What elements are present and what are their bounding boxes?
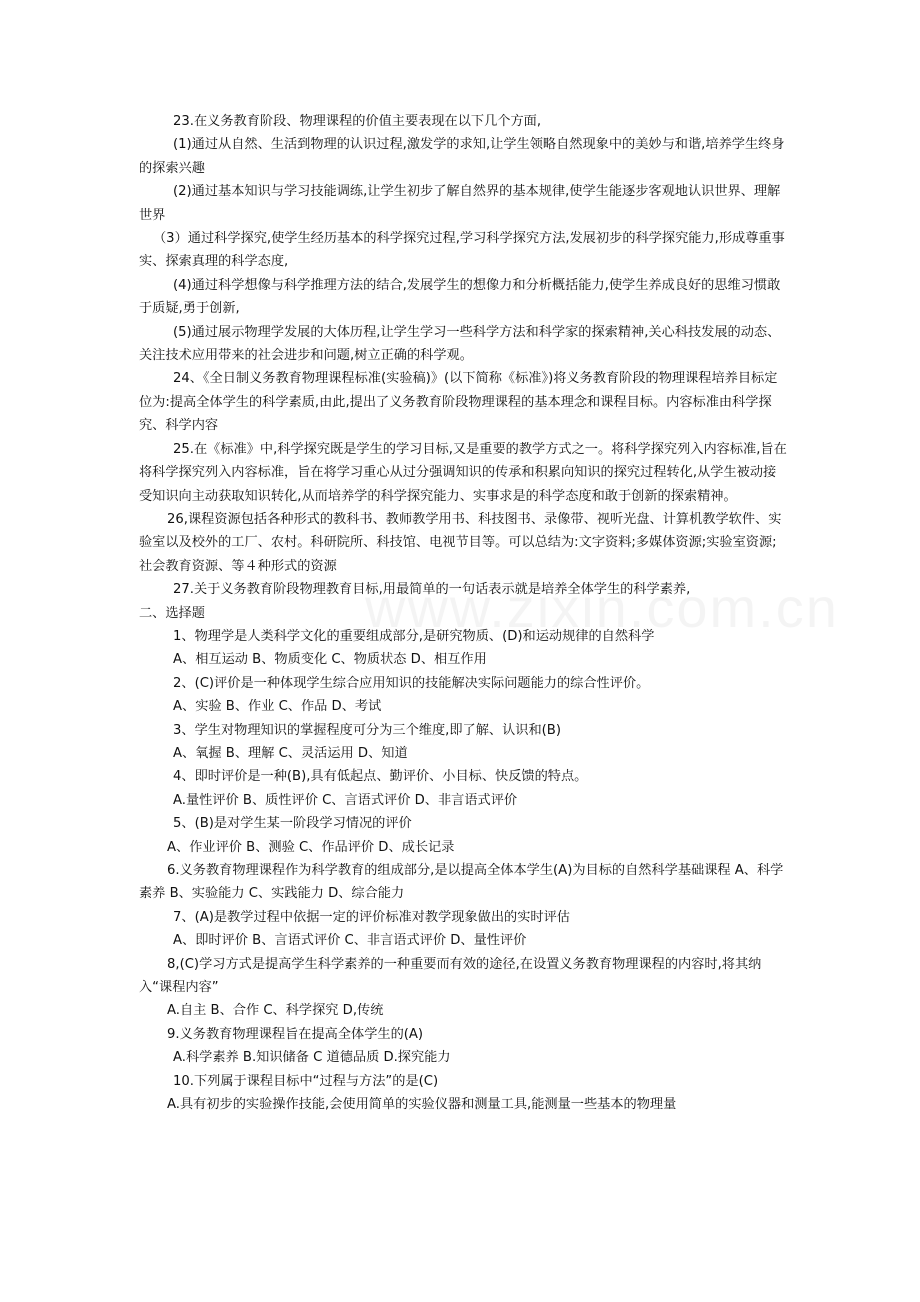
section-heading-choice: 二、选择题 <box>139 605 205 621</box>
paragraph-27: 27.关于义务教育阶段物理教育目标,用最简单的一句话表示就是培养全体学生的科学素养, <box>173 582 691 598</box>
question-1-options: A、相互运动 B、物质变化 C、物质状态 D、相互作用 <box>173 652 487 668</box>
question-4: 4、即时评价是一种(B),具有低起点、勤评价、小目标、快反馈的特点。 <box>173 769 588 785</box>
question-1: 1、物理学是人类科学文化的重要组成部分,是研究物质、(D)和运动规律的自然科学 <box>173 628 655 644</box>
document-body <box>139 110 789 1116</box>
paragraph-23-item-2: (2)通过基本知识与学习技能调练,让学生初步了解自然界的基本规律,使学生能逐步客观地认识世界、理解世界 <box>139 184 781 223</box>
question-8-options: A.自主 B、合作 C、科学探究 D,传统 <box>167 1003 384 1019</box>
paragraph-23-intro: 23.在义务教育阶段、物理课程的价值主要表现在以下几个方面, <box>173 114 542 129</box>
question-5-options: A、作业评价 B、测验 C、作品评价 D、成长记录 <box>167 839 455 855</box>
question-7: 7、(A)是教学过程中依据一定的评价标准对教学现象做出的实时评估 <box>173 909 570 925</box>
paragraph-23-item-3: （3）通过科学探究,使学生经历基本的科学探究过程,学习科学探究方法,发展初步的科学探究能力,形成尊重事实、探索真理的科学态度, <box>139 231 785 270</box>
question-2-options: A、实验 B、作业 C、作品 D、考试 <box>173 699 382 715</box>
question-6: 6.义务教育物理课程作为科学教育的组成部分,是以提高全体本学生(A)为目标的自然科学基础课程 A、科学素养 B、实验能力 C、实践能力 D、综合能力 <box>139 863 784 902</box>
question-4-options: A.量性评价 B、质性评价 C、言语式评价 D、非言语式评价 <box>173 792 518 808</box>
paragraph-24: 24、《全日制义务教育物理课程标准(实验稿)》(以下简称《标准》)将义务教育阶段的物理课程培养目标定位为:提高全体学生的科学素质,由此,提出了义务教育阶段物理课程的基本理念和课程目标。内容标准由科学探究、科学内容 <box>139 371 778 434</box>
question-3: 3、学生对物理知识的掌握程度可分为三个维度,即了解、认识和(B) <box>173 722 561 738</box>
paragraph-26: 26,课程资源包括各种形式的教科书、教师教学用书、科技图书、录像带、视听光盘、计算机教学软件、实验室以及校外的工厂、农村。科研院所、科技馆、电视节目等。可以总结为:文字资料;多媒体资源;实验室资源;社会教育资源、等４种形式的资源 <box>139 511 782 574</box>
question-5: 5、(B)是对学生某一阶段学习情况的评价 <box>173 816 412 832</box>
paragraph-25: 25.在《标准》中,科学探究既是学生的学习目标,又是重要的教学方式之一。将科学探究列入内容标准,旨在将科学探究列入内容标准，旨在将学习重心从过分强调知识的传承和积累向知识的探究过程转化,从学生被动接受知识向主动获取知识转化,从而培养学的科学探究能力、实事求是的科学态度和敢于创新的探索精神。 <box>139 441 787 504</box>
question-3-options: A、氧握 B、理解 C、灵活运用 D、知道 <box>173 745 408 761</box>
question-10: 10.下列属于课程目标中“过程与方法”的是(C) <box>173 1073 439 1089</box>
paragraph-23-item-5: (5)通过展示物理学发展的大体历程,让学生学习一些科学方法和科学家的探索精神,关心科技发展的动态、关注技术应用带来的社会进步和问题,树立正确的科学观。 <box>139 324 781 364</box>
question-8: 8,(C)学习方式是提高学生科学素养的一种重要而有效的途径,在设置义务教育物理课程的内容时,将其纳入“课程内容” <box>139 956 762 996</box>
paragraph-23-item-4: (4)通过科学想像与科学推理方法的结合,发展学生的想像力和分析概括能力,使学生养成良好的思维习惯敢于质疑,勇于创新, <box>139 277 781 317</box>
question-10-option-a: A.具有初步的实验操作技能,会使用简单的实验仪器和测量工具,能测量一些基本的物理量 <box>167 1097 677 1113</box>
question-9-options: A.科学素养 B.知识储备 C 道德品质 D.探究能力 <box>173 1050 451 1066</box>
question-7-options: A、即时评价 B、言语式评价 C、非言语式评价 D、量性评价 <box>173 933 527 949</box>
paragraph-23-item-1: (1)通过从自然、生活到物理的认识过程,激发学的求知,让学生领略自然现象中的美妙与和谐,培养学生终身的探索兴趣 <box>139 137 785 176</box>
question-2: 2、(C)评价是一种体现学生综合应用知识的技能解决实际问题能力的综合性评价。 <box>173 675 650 691</box>
question-9: 9.义务教育物理课程旨在提高全体学生的(A) <box>167 1026 424 1042</box>
